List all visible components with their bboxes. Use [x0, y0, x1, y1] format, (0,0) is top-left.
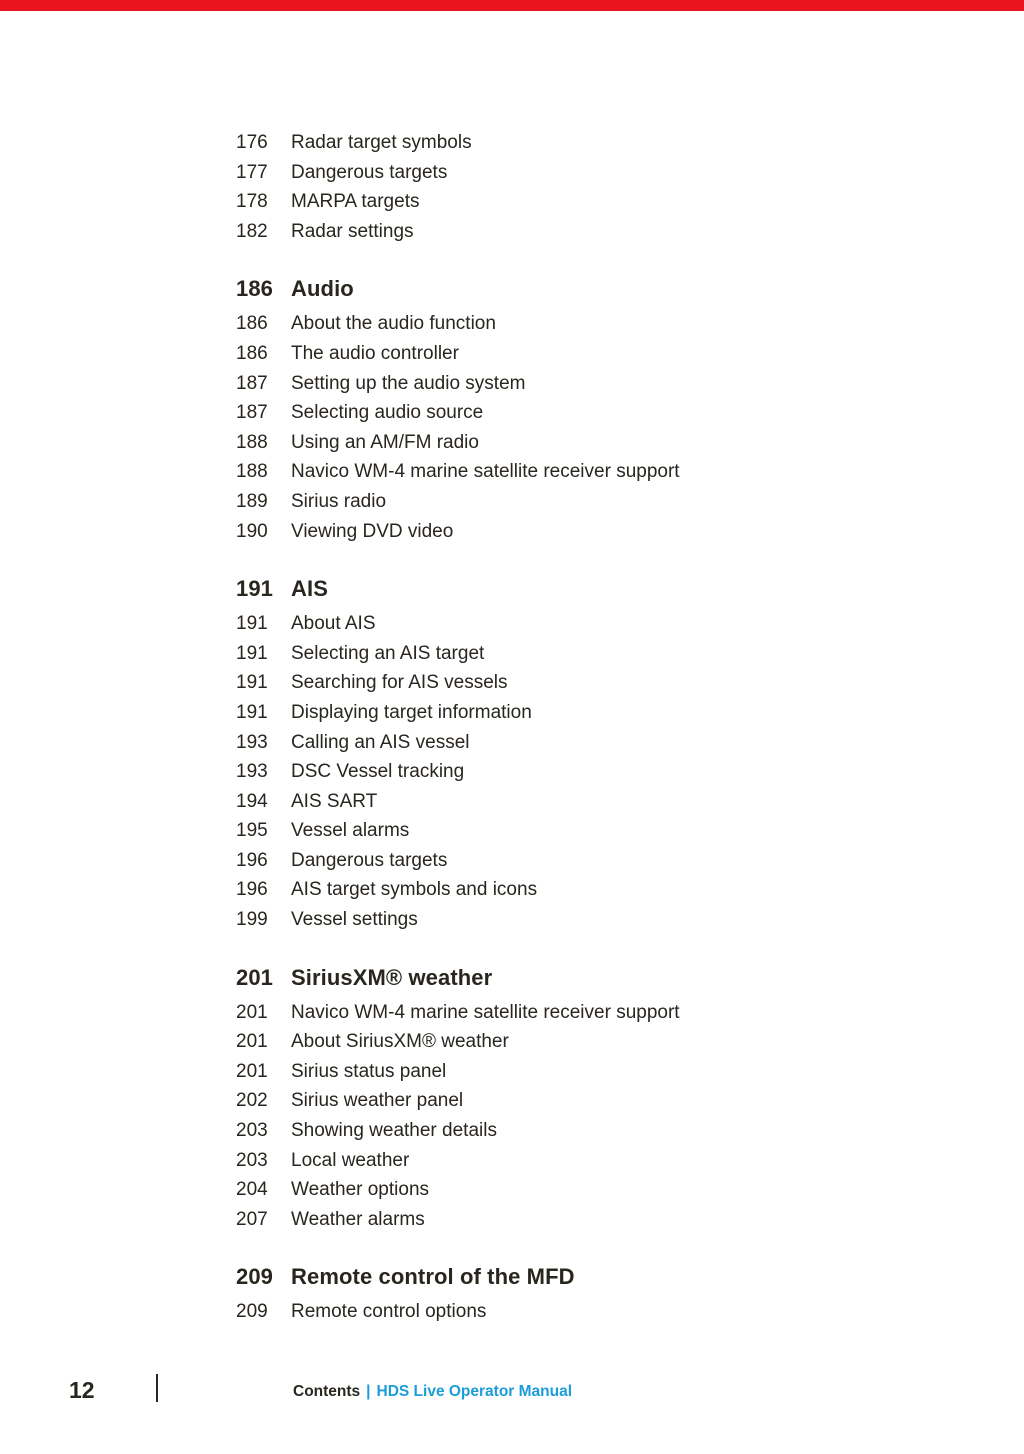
toc-entry-page-number: 188: [236, 461, 268, 483]
toc-heading-title: Audio: [291, 276, 354, 302]
toc-entry-title: Local weather: [291, 1149, 410, 1171]
toc-entry-title: Navico WM-4 marine satellite receiver support: [291, 461, 680, 483]
toc-section: [236, 128, 876, 246]
toc-entry-page-number: 203: [236, 1120, 268, 1142]
toc-entry-title: AIS SART: [291, 790, 378, 812]
toc-entry: [236, 1146, 876, 1176]
toc-entry: [236, 639, 876, 669]
toc-entry: [236, 1057, 876, 1087]
toc-entry: [236, 1297, 876, 1327]
toc-entry: [236, 487, 876, 517]
toc-section-heading: [236, 574, 876, 604]
toc-heading-title: SiriusXM® weather: [291, 964, 493, 990]
toc-entry-page-number: 201: [236, 1060, 268, 1082]
toc-entry-title: Dangerous targets: [291, 161, 448, 183]
toc-entry: [236, 457, 876, 487]
toc-entry-title: Sirius weather panel: [291, 1090, 464, 1112]
toc-entry: [236, 875, 876, 905]
toc-heading-title: AIS: [291, 576, 328, 602]
toc-entry-title: AIS target symbols and icons: [291, 879, 538, 901]
toc-entry-page-number: 189: [236, 490, 268, 512]
toc-entry: [236, 905, 876, 935]
toc-entry-title: Sirius status panel: [291, 1060, 447, 1082]
toc-entry-page-number: 178: [236, 191, 268, 213]
toc-entry: [236, 1086, 876, 1116]
toc-heading-page-number: 201: [236, 964, 274, 990]
toc-entry-page-number: 176: [236, 132, 268, 153]
toc-section-heading: [236, 963, 876, 993]
toc-entry-page-number: 201: [236, 1031, 268, 1053]
toc-entry: [236, 668, 876, 698]
toc-entry: [236, 217, 876, 247]
toc-entry-page-number: 195: [236, 820, 268, 842]
toc-entry: [236, 398, 876, 428]
toc-entry: [236, 187, 876, 217]
toc-entry: [236, 428, 876, 458]
toc-entry-title: Navico WM-4 marine satellite receiver support: [291, 1001, 680, 1023]
toc-entry-page-number: 191: [236, 613, 268, 635]
footer-text: [293, 1383, 572, 1401]
toc-entry-page-number: 191: [236, 672, 268, 694]
toc-entry: [236, 728, 876, 758]
toc-entry: [236, 517, 876, 547]
toc-entry-title: Using an AM/FM radio: [291, 431, 479, 453]
toc-entry-page-number: 202: [236, 1090, 268, 1112]
toc-entry: [236, 1205, 876, 1235]
toc-entry-title: Weather options: [291, 1179, 430, 1201]
toc-entry: [236, 846, 876, 876]
toc-entry-page-number: 201: [236, 1001, 268, 1023]
toc-entry-title: Calling an AIS vessel: [291, 731, 470, 753]
toc-entry-page-number: 188: [236, 431, 268, 453]
toc-entry-page-number: 186: [236, 342, 268, 364]
toc-entry-title: MARPA targets: [291, 191, 420, 213]
toc-section-heading: [236, 1262, 876, 1292]
toc-entry-page-number: 193: [236, 761, 268, 783]
page-top-accent-bar: [0, 0, 1024, 11]
toc-entry-title: Radar settings: [291, 220, 414, 242]
toc-entry: [236, 1116, 876, 1146]
toc-section-heading: [236, 274, 876, 304]
toc-entry-page-number: 182: [236, 220, 268, 242]
toc-entry: [236, 787, 876, 817]
toc-entry: [236, 128, 876, 158]
toc-entry-page-number: 187: [236, 402, 268, 424]
toc-entry: [236, 698, 876, 728]
toc-entry-title: Radar target symbols: [291, 132, 472, 153]
toc-entry-page-number: 190: [236, 520, 268, 542]
toc-section: [236, 1262, 876, 1327]
toc-entry-page-number: 196: [236, 879, 268, 901]
toc-heading-title: Remote control of the MFD: [291, 1264, 575, 1290]
toc-entry: [236, 1027, 876, 1057]
toc-entry: [236, 309, 876, 339]
toc-entry-page-number: 196: [236, 849, 268, 871]
toc-entry-page-number: 186: [236, 313, 268, 335]
toc-entry-title: Viewing DVD video: [291, 520, 454, 542]
footer-separator: |: [366, 1383, 371, 1400]
toc-entry-page-number: 209: [236, 1301, 268, 1323]
toc-heading-page-number: 209: [236, 1264, 274, 1290]
toc-entry-title: About AIS: [291, 613, 376, 635]
toc-section: [236, 274, 876, 546]
toc-entry-title: Vessel alarms: [291, 820, 410, 842]
toc-entry-title: The audio controller: [291, 342, 459, 364]
toc-entry-title: Dangerous targets: [291, 849, 448, 871]
toc-entry-title: Showing weather details: [291, 1120, 497, 1142]
toc-entry-page-number: 207: [236, 1208, 268, 1230]
toc-entry-title: Vessel settings: [291, 909, 418, 931]
toc-entry-title: Selecting an AIS target: [291, 642, 485, 664]
toc-section: [236, 963, 876, 1235]
toc-entry-page-number: 199: [236, 909, 268, 931]
toc-entry-page-number: 191: [236, 642, 268, 664]
table-of-contents: [236, 128, 876, 1327]
toc-entry: [236, 609, 876, 639]
toc-entry-title: Sirius radio: [291, 490, 387, 512]
toc-entry-title: Displaying target information: [291, 701, 532, 723]
footer-manual-title: HDS Live Operator Manual: [376, 1383, 573, 1400]
toc-section: [236, 574, 876, 935]
toc-entry-page-number: 194: [236, 790, 268, 812]
toc-entry: [236, 1175, 876, 1205]
toc-entry: [236, 369, 876, 399]
toc-entry: [236, 339, 876, 369]
toc-entry-title: Weather alarms: [291, 1208, 425, 1230]
toc-entry: [236, 757, 876, 787]
footer-contents-label: Contents: [293, 1383, 361, 1400]
toc-entry-page-number: 191: [236, 701, 268, 723]
toc-entry-title: DSC Vessel tracking: [291, 761, 465, 783]
footer-divider-line: [156, 1374, 158, 1402]
toc-entry-title: Searching for AIS vessels: [291, 672, 508, 694]
toc-entry: [236, 158, 876, 188]
toc-entry-title: Selecting audio source: [291, 402, 484, 424]
toc-entry-page-number: 203: [236, 1149, 268, 1171]
toc-entry-title: Remote control options: [291, 1301, 487, 1323]
toc-entry-title: About the audio function: [291, 313, 496, 335]
toc-entry-page-number: 193: [236, 731, 268, 753]
toc-entry-page-number: 177: [236, 161, 268, 183]
toc-entry: [236, 816, 876, 846]
footer-page-number: 12: [69, 1377, 95, 1403]
toc-entry-title: Setting up the audio system: [291, 372, 526, 394]
toc-entry-title: About SiriusXM® weather: [291, 1031, 509, 1053]
toc-heading-page-number: 186: [236, 276, 274, 302]
toc-heading-page-number: 191: [236, 576, 274, 602]
toc-entry: [236, 998, 876, 1028]
toc-entry-page-number: 187: [236, 372, 268, 394]
toc-entry-page-number: 204: [236, 1179, 268, 1201]
